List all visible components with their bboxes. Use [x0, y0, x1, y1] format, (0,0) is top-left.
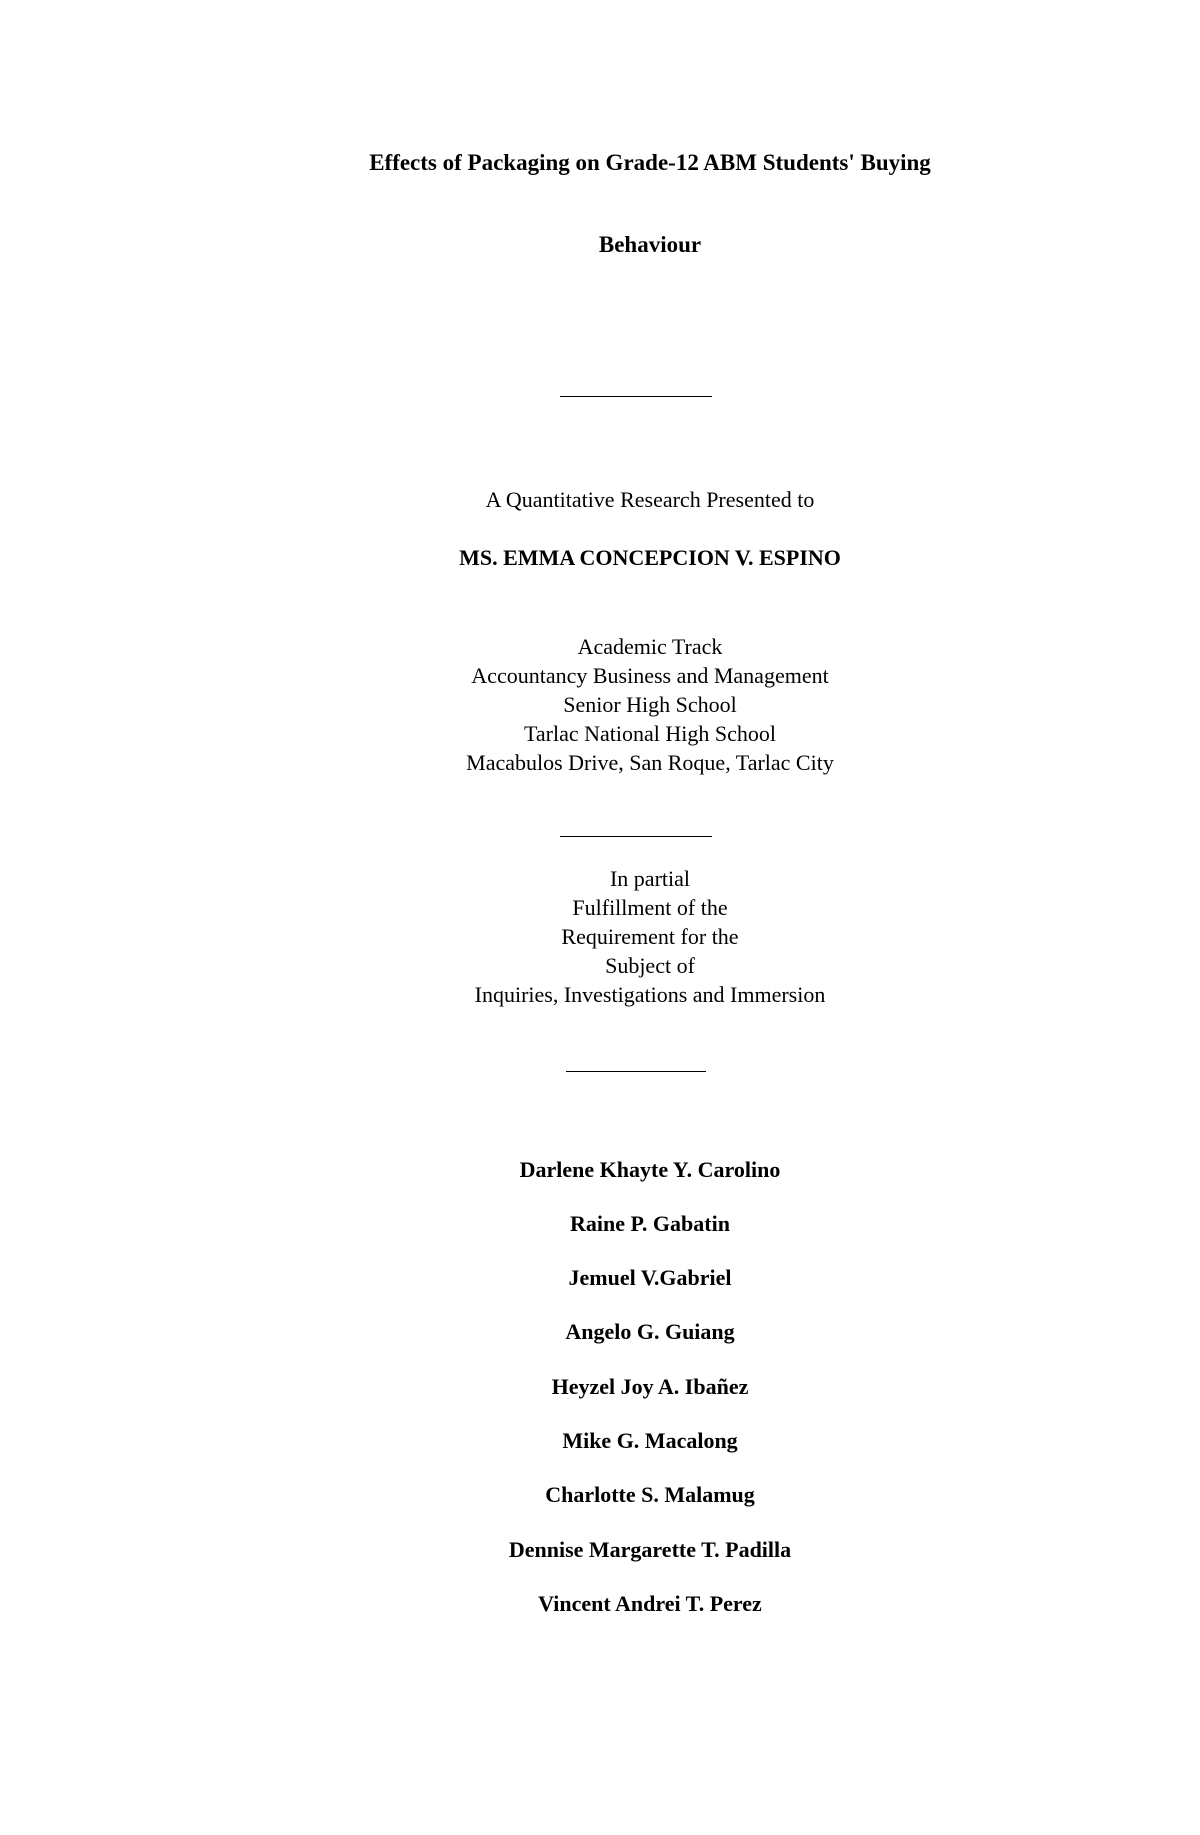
adviser-name: MS. EMMA CONCEPCION V. ESPINO: [459, 545, 841, 570]
fulfillment-line: Inquiries, Investigations and Immersion: [474, 982, 826, 1007]
author-name: Jemuel V.Gabriel: [568, 1265, 732, 1290]
author-name: Charlotte S. Malamug: [545, 1482, 755, 1507]
author-name: Heyzel Joy A. Ibañez: [551, 1374, 749, 1399]
school-line: Academic Track: [577, 634, 723, 659]
fulfillment-line: Fulfillment of the: [572, 895, 728, 920]
author-name: Dennise Margarette T. Padilla: [508, 1537, 792, 1562]
separator-rule-3: [566, 1071, 706, 1072]
author-name: Mike G. Macalong: [562, 1428, 738, 1453]
presentation-intro: A Quantitative Research Presented to: [485, 487, 815, 512]
author-name: Darlene Khayte Y. Carolino: [519, 1157, 781, 1182]
research-title-line-2: Behaviour: [598, 232, 702, 257]
school-line: Accountancy Business and Management: [471, 663, 829, 688]
research-title-line-1: Effects of Packaging on Grade-12 ABM Students' Buying: [369, 150, 931, 175]
school-line: Tarlac National High School: [523, 721, 776, 746]
fulfillment-info: [50, 864, 1200, 1009]
author-name: Angelo G. Guiang: [565, 1319, 735, 1344]
separator-rule-2: [560, 836, 712, 837]
separator-rule-1: [560, 396, 712, 397]
school-info: [50, 632, 1200, 777]
author-name: Raine P. Gabatin: [570, 1211, 730, 1236]
fulfillment-line: Subject of: [605, 953, 695, 978]
school-line: Macabulos Drive, San Roque, Tarlac City: [466, 750, 834, 775]
fulfillment-line: In partial: [609, 866, 691, 891]
author-name: Vincent Andrei T. Perez: [538, 1591, 762, 1616]
school-line: Senior High School: [563, 692, 737, 717]
fulfillment-line: Requirement for the: [561, 924, 739, 949]
